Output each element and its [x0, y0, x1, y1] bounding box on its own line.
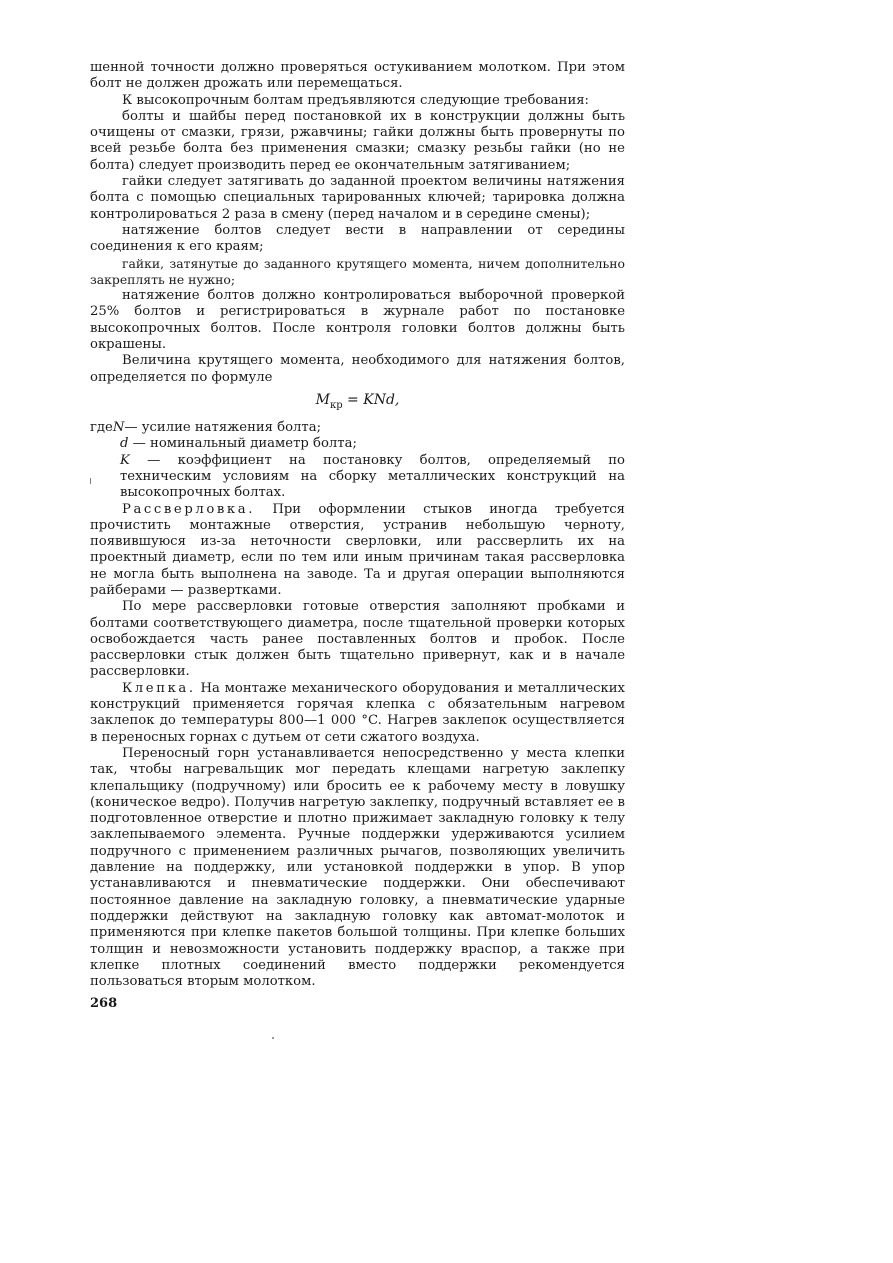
requirement-no-locking: гайки, затянутые до заданного крутящего момента, ничем дополнительно закреплять не нужно; [90, 255, 625, 287]
requirement-cleaning: болты и шайбы перед постановкой их в конструкции должны быть очищены от смазки, грязи, ржавчины; гайки должны быть провернуты по всей резьбе болта без применения смазки; смазку резьбы гайки (но не болта) следует производить перед ее окончательным затягиванием; [90, 108, 625, 173]
riveting-text: На монтаже механического оборудования и металлических конструкций применяется горячая клепка с обязательным нагревом заклепок до температуры 800—1 000 °C. Нагрев заклепок осуществляется в переносных горнах с дутьем от сети сжатого воздуха. [90, 680, 625, 745]
paragraph-reaming-2: По мере рассверловки готовые отверстия заполняют пробками и болтами соответствующего диаметра, после тщательной проверки которых освобождается часть ранее поставленных болтов и пробок. После рассверловки стык должен быть тщательно привернут, как и в начале рассверловки. [90, 599, 625, 680]
formula-definitions [90, 420, 625, 501]
paragraph-riveting [90, 681, 625, 746]
definition-n [90, 420, 625, 436]
torque-formula [90, 392, 625, 414]
reaming-text: При оформлении стыков иногда требуется прочистить монтажные отверстия, устранив небольшую черноту, появившуюся из-за неточности сверловки, или рассверлить их на проектный диаметр, если по тем или иным причинам такая рассверловка не могла быть выполнена на заводе. Та и другая операции выполняются райберами — развертками. [90, 501, 625, 598]
symbol-d: d [120, 436, 129, 452]
paragraph-torque-intro: Величина крутящего момента, необходимого для натяжения болтов, определяется по формуле [90, 353, 625, 385]
page-body [90, 60, 625, 1013]
symbol-k: K [120, 452, 130, 468]
definition-n-text: — усилие натяжения болта; [124, 420, 322, 436]
symbol-n: N [112, 420, 125, 436]
definition-d-text: — номинальный диаметр болта; [128, 436, 357, 452]
heading-reaming: Рассверловка. [122, 501, 256, 517]
heading-riveting: Клепка. [122, 680, 196, 696]
formula-rhs: = KNd, [342, 391, 400, 408]
scan-speck [90, 478, 91, 484]
definition-k-text: — коэффициент на постановку болтов, определяемый по техническим условиям на сборку металлических конструкций на высокопрочных болтах. [120, 452, 625, 501]
definition-d [120, 436, 625, 452]
page-number: 268 [90, 996, 118, 1012]
paragraph-reaming [90, 502, 625, 600]
paragraph-requirements-intro: К высокопрочным болтам предъявляются следующие требования: [122, 92, 589, 108]
definition-prefix: где [90, 420, 113, 436]
paragraph-riveting-2: Переносный горн устанавливается непосредственно у места клепки так, чтобы нагревальщик мог передать клещами нагретую заклепку клепальщику (подручному) или бросить ее к рабочему месту в ловушку (коническое ведро). Получив нагретую заклепку, подручный вставляет ее в подготовленное отверстие и плотно прижимает закладную головку к телу заклепываемого элемента. Ручные поддержки удерживаются усилием подручного с применением различных рычагов, позволяющих увеличить давление на поддержку, или установкой поддержки в упор. В упор устанавливаются и пневматические поддержки. Они обеспечивают постоянное давление на закладную головку, а пневматические ударные поддержки действуют на закладную головку как автомат-молоток и применяются при клепке пакетов большой толщины. При клепке больших толщин и невозможности установить поддержку враспор, а также при клепке плотных соединений вместо поддержки рекомендуется пользоваться вторым молотком. [90, 745, 625, 990]
formula-lhs: M [315, 391, 330, 408]
definition-k [120, 453, 625, 502]
requirement-direction: натяжение болтов следует вести в направлении от середины соединения к его краям; [90, 222, 625, 255]
requirement-tightening: гайки следует затягивать до заданной проектом величины натяжения болта с помощью специальных тарированных ключей; тарировка должна контролироваться 2 раза в смену (перед началом и в середине смены); [90, 174, 625, 222]
requirement-control: натяжение болтов должно контролироваться выборочной проверкой 25% болтов и регистрироваться в журнале работ по постановке высокопрочных болтов. После контроля головки болтов должны быть окрашены. [90, 288, 625, 353]
formula-subscript: кр [329, 399, 343, 411]
scan-speck [272, 1037, 274, 1039]
paragraph-continuation: шенной точности должно проверяться остукиванием молотком. При этом болт не должен дрожать или перемещаться. [90, 60, 625, 92]
